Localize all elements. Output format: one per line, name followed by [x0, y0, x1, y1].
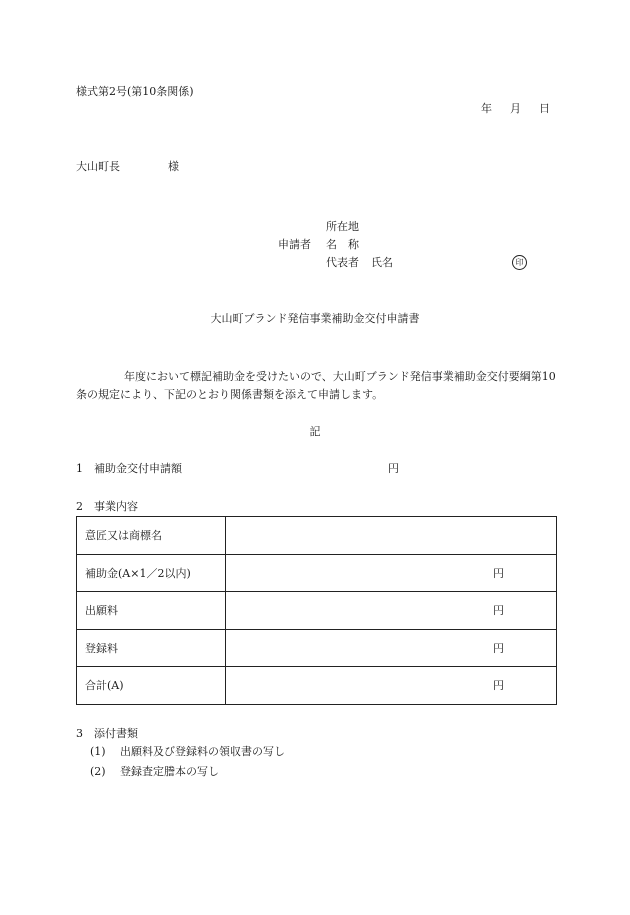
attachment-item [90, 745, 285, 759]
section-1-unit: 円 [388, 462, 399, 475]
table-row-value: 円 [226, 629, 557, 667]
attachment-item [90, 765, 219, 779]
table-row-value: 円 [226, 667, 557, 705]
section-2-label: 2 事業内容 [76, 500, 138, 513]
attachment-num: (2) [90, 765, 106, 778]
date-line [481, 102, 550, 116]
addressee-honorific: 様 [168, 160, 179, 173]
table-row-label: 意匠又は商標名 [77, 517, 226, 555]
table-row-label: 合計(A) [77, 667, 226, 705]
rep-title-label: 代表者 [326, 256, 359, 269]
table-row [77, 629, 557, 667]
table-row-value: 円 [226, 592, 557, 630]
ki-heading: 記 [309, 425, 321, 438]
seal-mark: 印 [512, 255, 527, 270]
date-year: 年 [481, 102, 492, 115]
applicant-name-row [278, 236, 393, 254]
addressee-name: 大山町長 [76, 160, 120, 173]
address-label: 所在地 [326, 220, 359, 233]
attachment-num: (1) [90, 745, 106, 758]
date-month: 月 [510, 102, 521, 115]
applicant-block [278, 218, 393, 272]
rep-name-label: 氏名 [371, 256, 393, 269]
name-label: 名 称 [326, 238, 359, 251]
addressee [76, 160, 179, 174]
attachment-text: 登録査定謄本の写し [120, 765, 219, 778]
table-row [77, 517, 557, 555]
table-row-label: 登録料 [77, 629, 226, 667]
table-row-label: 補助金(A×1／2以内) [77, 554, 226, 592]
attachment-text: 出願料及び登録料の領収書の写し [120, 745, 285, 758]
form-number: 様式第2号(第10条関係) [76, 85, 194, 98]
applicant-label: 申請者 [278, 238, 311, 251]
table-row-value: 円 [226, 554, 557, 592]
applicant-address-row [278, 218, 393, 236]
date-day: 日 [539, 102, 550, 115]
table-row [77, 592, 557, 630]
business-table [76, 516, 557, 705]
table-row [77, 554, 557, 592]
section-3-label: 3 添付書類 [76, 727, 138, 740]
body-text: 年度において標記補助金を受けたいので、大山町ブランド発信事業補助金交付要綱第10条の規定により、下記のとおり関係書類を添えて申請します。 [76, 370, 556, 401]
applicant-rep-row [278, 254, 393, 272]
table-row-value [226, 517, 557, 555]
document-title: 大山町ブランド発信事業補助金交付申請書 [210, 312, 420, 325]
table-row-label: 出願料 [77, 592, 226, 630]
section-1-label: 1 補助金交付申請額 [76, 462, 182, 475]
section-1 [76, 462, 399, 476]
table-row [77, 667, 557, 705]
body-paragraph [76, 368, 558, 404]
